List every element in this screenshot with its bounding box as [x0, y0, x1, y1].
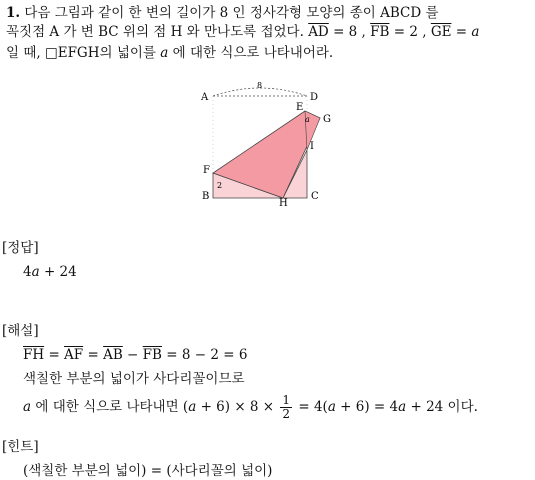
answer-value — [23, 263, 77, 281]
label-fb-length: 2 — [217, 181, 223, 190]
hint-text: (색칠한 부분의 넓이) = (사다리꼴의 넓이) — [23, 463, 273, 479]
explanation-line-1 — [23, 346, 247, 364]
exp-var-a-4: a — [398, 399, 407, 415]
var-a: a — [471, 24, 480, 40]
label-c: C — [311, 191, 319, 202]
label-d: D — [310, 92, 319, 103]
exp-text-d: + 6) × 8 × — [200, 399, 275, 415]
label-top-length: 8 — [257, 81, 263, 90]
fraction-numerator: 1 — [282, 393, 291, 407]
answer-coef: 4 — [23, 264, 32, 280]
label-f: F — [203, 165, 210, 176]
fb-value: = 2 , — [393, 24, 427, 40]
exp-text-e: = 4( — [298, 399, 328, 415]
segment-fb-2: $\overline{FB}$ — [142, 347, 162, 363]
exp-var-a-3: a — [327, 399, 336, 415]
minus-sign: − — [127, 347, 139, 363]
segment-ad: $\overline{AD}$ — [308, 24, 329, 40]
problem-text-2: 꼭짓점 A 가 변 BC 위의 점 H 와 만나도록 접었다. — [6, 24, 304, 40]
label-a: A — [201, 92, 209, 103]
eq-2: = — [87, 347, 99, 363]
segment-ge: $\overline{GE}$ — [430, 24, 452, 40]
label-e: E — [296, 102, 304, 113]
exp-var-a-1: a — [23, 399, 32, 415]
problem-text-3: 일 때, □EFGH의 넓이를 — [6, 45, 156, 61]
segment-ab: $\overline{AB}$ — [103, 347, 123, 363]
eq-result: = 8 − 2 = 6 — [166, 347, 248, 363]
explanation-heading: [해설] — [2, 323, 39, 339]
explanation-line-3 — [23, 394, 478, 421]
exp-text-g: + 6) = 4 — [340, 399, 399, 415]
var-a-2: a — [160, 45, 169, 61]
explanation-line-2: 색칠한 부분의 넓이가 사다리꼴이므로 — [23, 371, 245, 387]
fraction-denominator: 2 — [282, 407, 291, 421]
folded-square-figure — [195, 78, 345, 208]
segment-fh: $\overline{FH}$ — [23, 347, 45, 363]
exp-var-a-2: a — [188, 399, 197, 415]
label-h: H — [279, 198, 288, 208]
label-angle-a: a — [305, 115, 310, 124]
exp-text-b: 에 대한 식으로 나타내면 ( — [35, 399, 189, 415]
segment-af: $\overline{AF}$ — [64, 347, 84, 363]
ad-value: = 8 , — [333, 24, 366, 40]
label-i: I — [310, 141, 314, 152]
answer-rest: + 24 — [43, 264, 77, 280]
label-b: B — [202, 191, 210, 202]
problem-line-2 — [6, 23, 479, 41]
exp-text-i: + 24 이다. — [410, 399, 478, 415]
problem-text-1: 다음 그림과 같이 한 변의 길이가 8 인 정사각형 모양의 종이 ABCD 를 — [24, 5, 439, 21]
fraction-half — [280, 394, 292, 421]
problem-line-3 — [6, 44, 333, 62]
problem-line-1 — [6, 4, 439, 22]
label-g: G — [323, 114, 331, 125]
problem-text-4: 에 대한 식으로 나타내어라. — [172, 45, 334, 61]
answer-var: a — [31, 264, 40, 280]
answer-heading: [정답] — [2, 240, 39, 256]
eq-1: = — [48, 347, 60, 363]
hint-heading: [힌트] — [2, 439, 39, 455]
problem-number: 1. — [6, 5, 21, 21]
ge-equals: = — [455, 24, 468, 40]
segment-fb: $\overline{FB}$ — [370, 24, 390, 40]
